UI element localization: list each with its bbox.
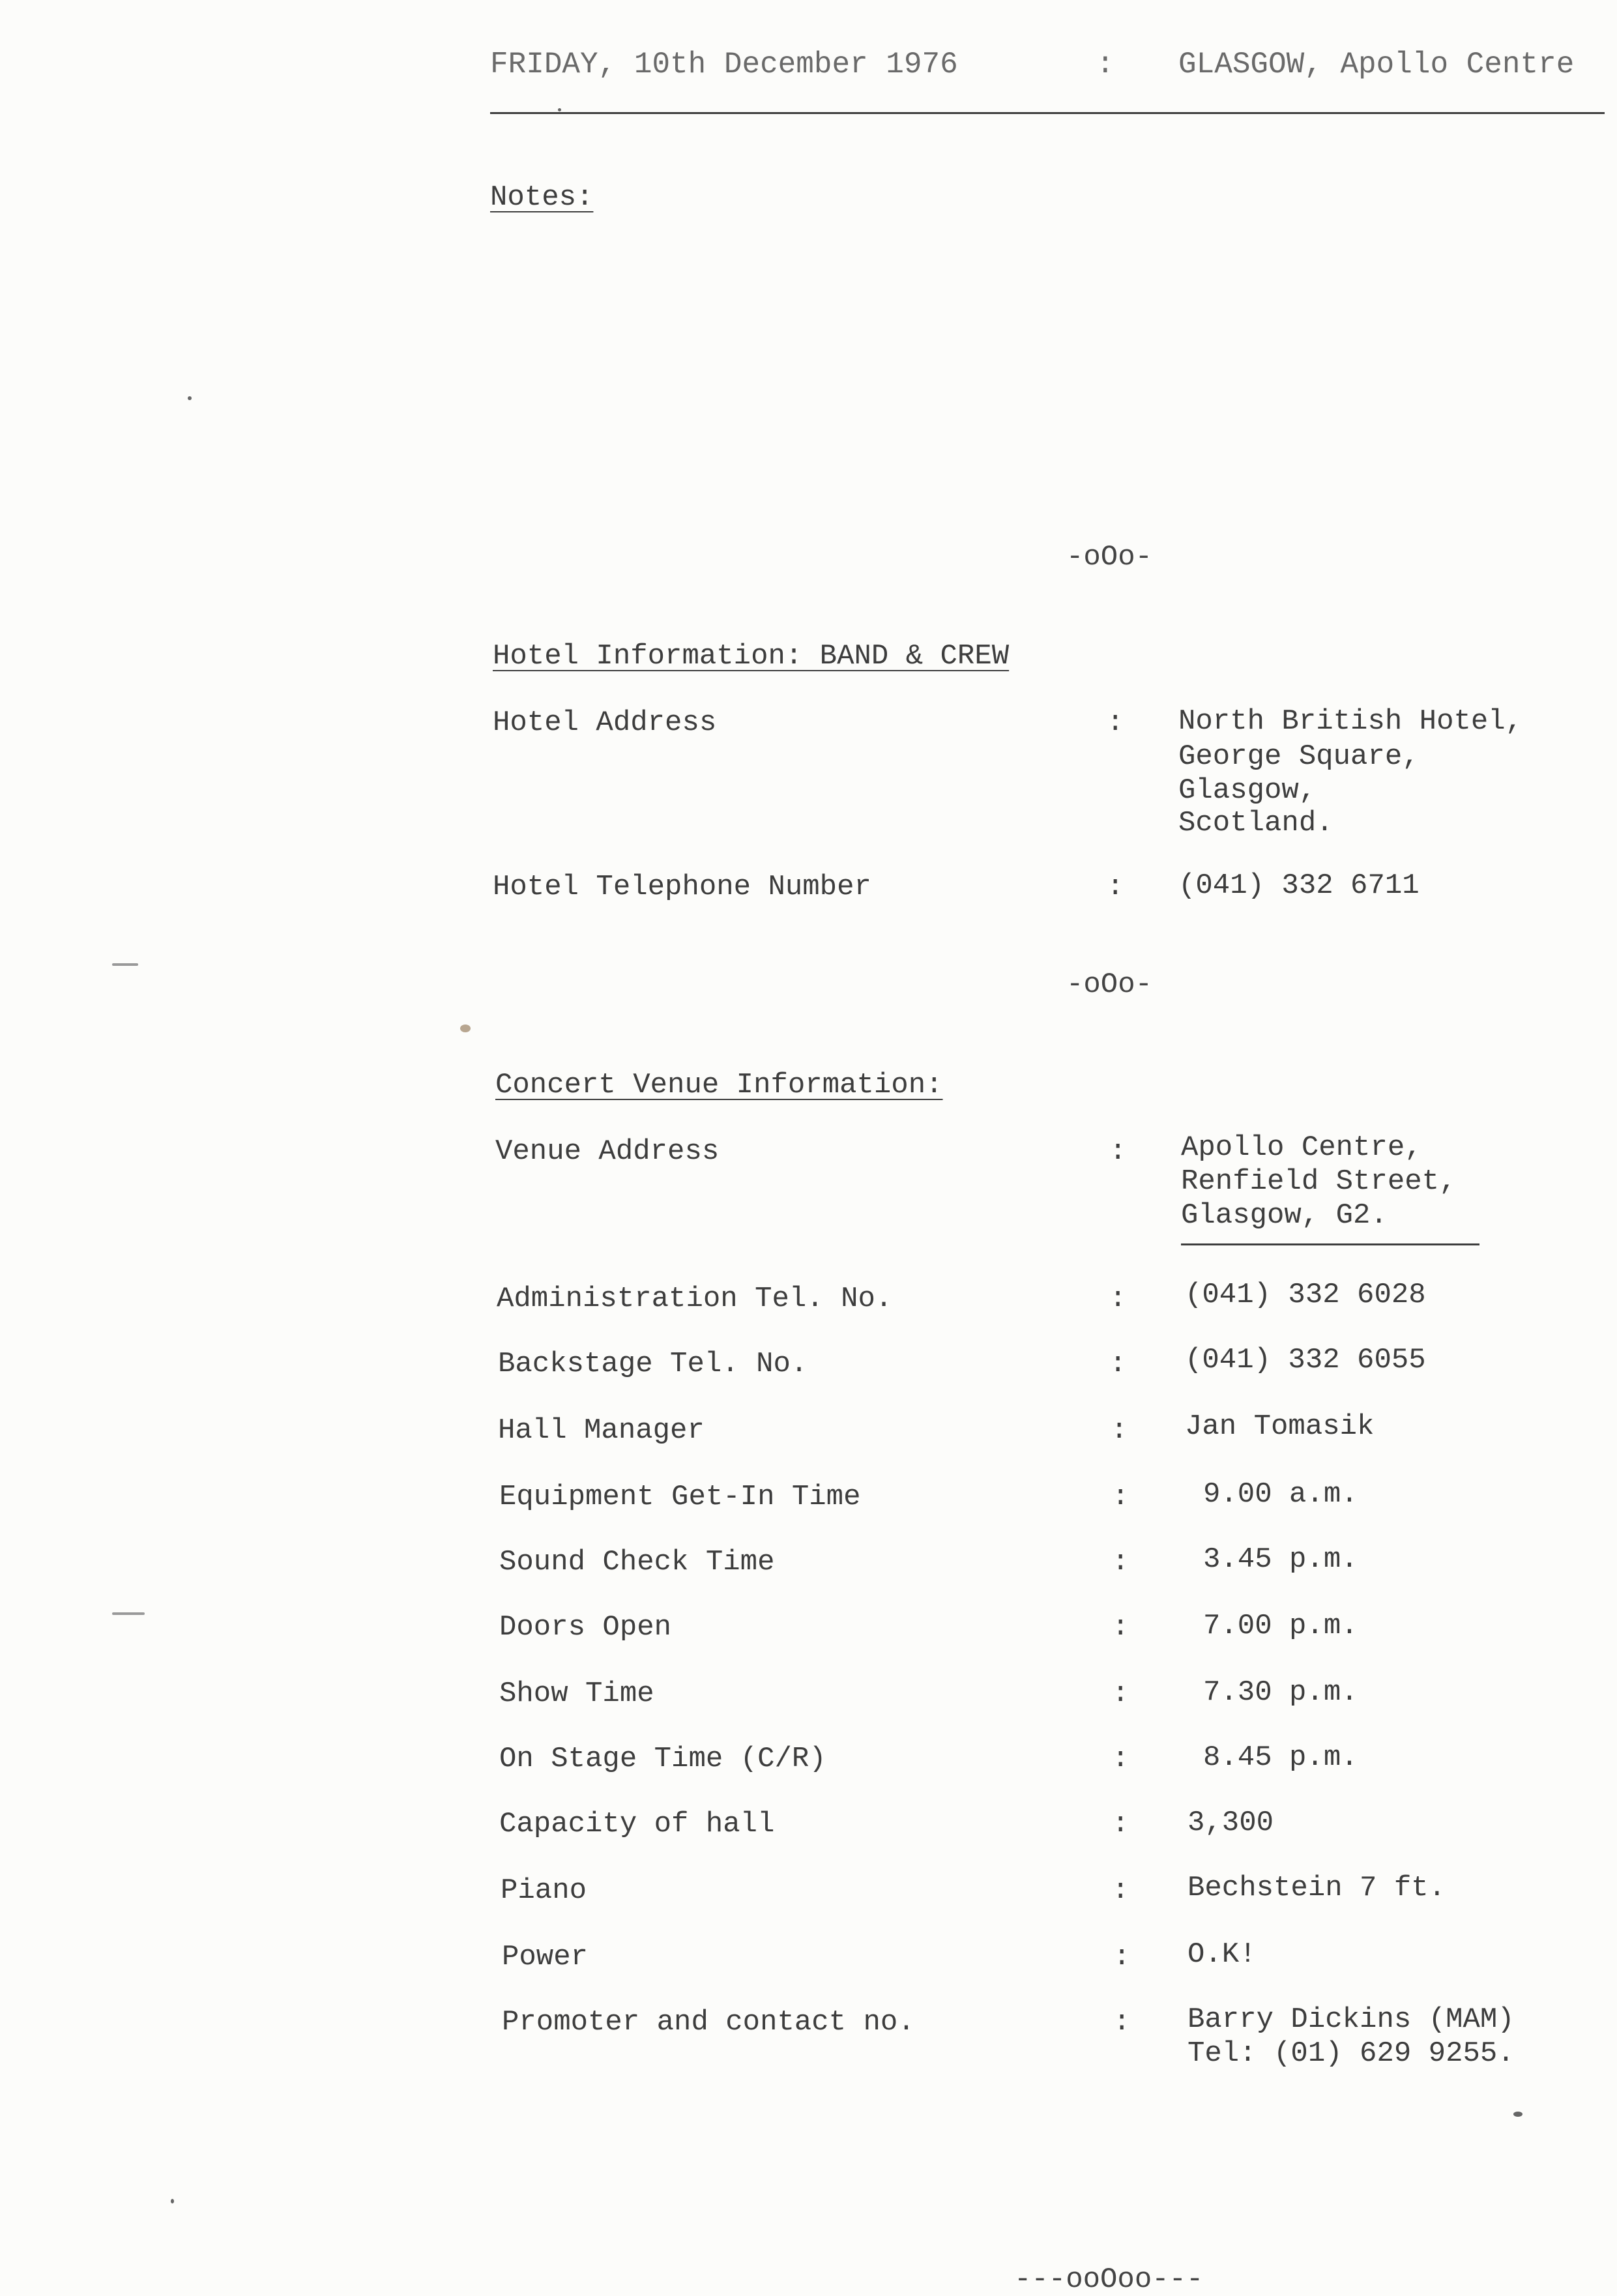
end-separator: ---ooOoo--- (1014, 2263, 1204, 2296)
promoter-name: Barry Dickins (MAM) (1187, 2003, 1515, 2036)
sound-check-label: Sound Check Time (499, 1546, 775, 1578)
header-rule (490, 112, 1605, 114)
scan-mark (112, 963, 138, 966)
hotel-telephone-label: Hotel Telephone Number (493, 871, 871, 903)
header-date: FRIDAY, 10th December 1976 (490, 48, 958, 81)
capacity-label: Capacity of hall (499, 1808, 775, 1840)
promoter-tel: Tel: (01) 629 9255. (1187, 2037, 1515, 2070)
promoter-colon: : (1113, 2006, 1131, 2039)
power-value: O.K! (1187, 1938, 1257, 1971)
on-stage-time-colon: : (1112, 1743, 1129, 1775)
hotel-address-line-2: George Square, (1178, 740, 1420, 773)
promoter-label: Promoter and contact no. (502, 2006, 915, 2039)
hall-manager-label: Hall Manager (498, 1414, 705, 1447)
venue-address-rule (1181, 1243, 1479, 1245)
hotel-telephone-colon: : (1107, 871, 1124, 903)
hotel-address-line-1: North British Hotel, (1178, 705, 1523, 738)
sound-check-value: 3.45 p.m. (1203, 1543, 1358, 1576)
venue-address-line-3: Glasgow, G2. (1181, 1199, 1388, 1232)
capacity-value: 3,300 (1187, 1807, 1274, 1839)
hotel-address-colon: : (1107, 706, 1124, 739)
get-in-time-colon: : (1112, 1481, 1129, 1513)
show-time-value: 7.30 p.m. (1203, 1676, 1358, 1709)
show-time-label: Show Time (499, 1678, 654, 1710)
power-colon: : (1113, 1941, 1131, 1973)
capacity-colon: : (1112, 1808, 1129, 1840)
doors-open-value: 7.00 p.m. (1203, 1610, 1358, 1642)
hall-manager-value: Jan Tomasik (1185, 1410, 1375, 1443)
sound-check-colon: : (1112, 1546, 1129, 1578)
hall-manager-colon: : (1111, 1414, 1128, 1447)
scan-mark (460, 1024, 471, 1032)
admin-tel-colon: : (1109, 1283, 1127, 1315)
separator-2: -oOo- (1066, 968, 1153, 1001)
venue-address-colon: : (1109, 1135, 1127, 1168)
scan-mark (558, 108, 561, 111)
hotel-address-label: Hotel Address (493, 706, 717, 739)
on-stage-time-label: On Stage Time (C/R) (499, 1743, 826, 1775)
notes-label: Notes: (490, 181, 594, 214)
venue-address-line-1: Apollo Centre, (1181, 1131, 1422, 1164)
piano-label: Piano (501, 1874, 587, 1907)
piano-colon: : (1112, 1874, 1129, 1907)
piano-value: Bechstein 7 ft. (1187, 1872, 1446, 1904)
backstage-tel-colon: : (1109, 1348, 1127, 1380)
admin-tel-value: (041) 332 6028 (1185, 1279, 1426, 1311)
venue-address-line-2: Renfield Street, (1181, 1165, 1457, 1198)
backstage-tel-label: Backstage Tel. No. (498, 1348, 808, 1380)
hotel-address-line-3: Glasgow, (1178, 774, 1317, 807)
scan-mark (112, 1612, 145, 1615)
hotel-section-title: Hotel Information: BAND & CREW (493, 640, 1010, 673)
scan-mark (1513, 2112, 1522, 2117)
doors-open-colon: : (1112, 1611, 1129, 1644)
scan-mark (171, 2199, 174, 2203)
get-in-time-label: Equipment Get-In Time (499, 1481, 861, 1513)
admin-tel-label: Administration Tel. No. (497, 1283, 893, 1315)
power-label: Power (502, 1941, 589, 1973)
scan-mark (188, 396, 192, 400)
header-venue: GLASGOW, Apollo Centre (1178, 48, 1575, 81)
show-time-colon: : (1112, 1678, 1129, 1710)
get-in-time-value: 9.00 a.m. (1203, 1478, 1358, 1511)
doors-open-label: Doors Open (499, 1611, 672, 1644)
header-colon: : (1096, 48, 1114, 81)
hotel-address-line-4: Scotland. (1178, 807, 1333, 839)
venue-address-label: Venue Address (495, 1135, 720, 1168)
hotel-telephone-value: (041) 332 6711 (1178, 869, 1420, 902)
separator-1: -oOo- (1066, 541, 1153, 574)
venue-section-title: Concert Venue Information: (495, 1069, 943, 1101)
on-stage-time-value: 8.45 p.m. (1203, 1741, 1358, 1774)
backstage-tel-value: (041) 332 6055 (1185, 1344, 1426, 1376)
